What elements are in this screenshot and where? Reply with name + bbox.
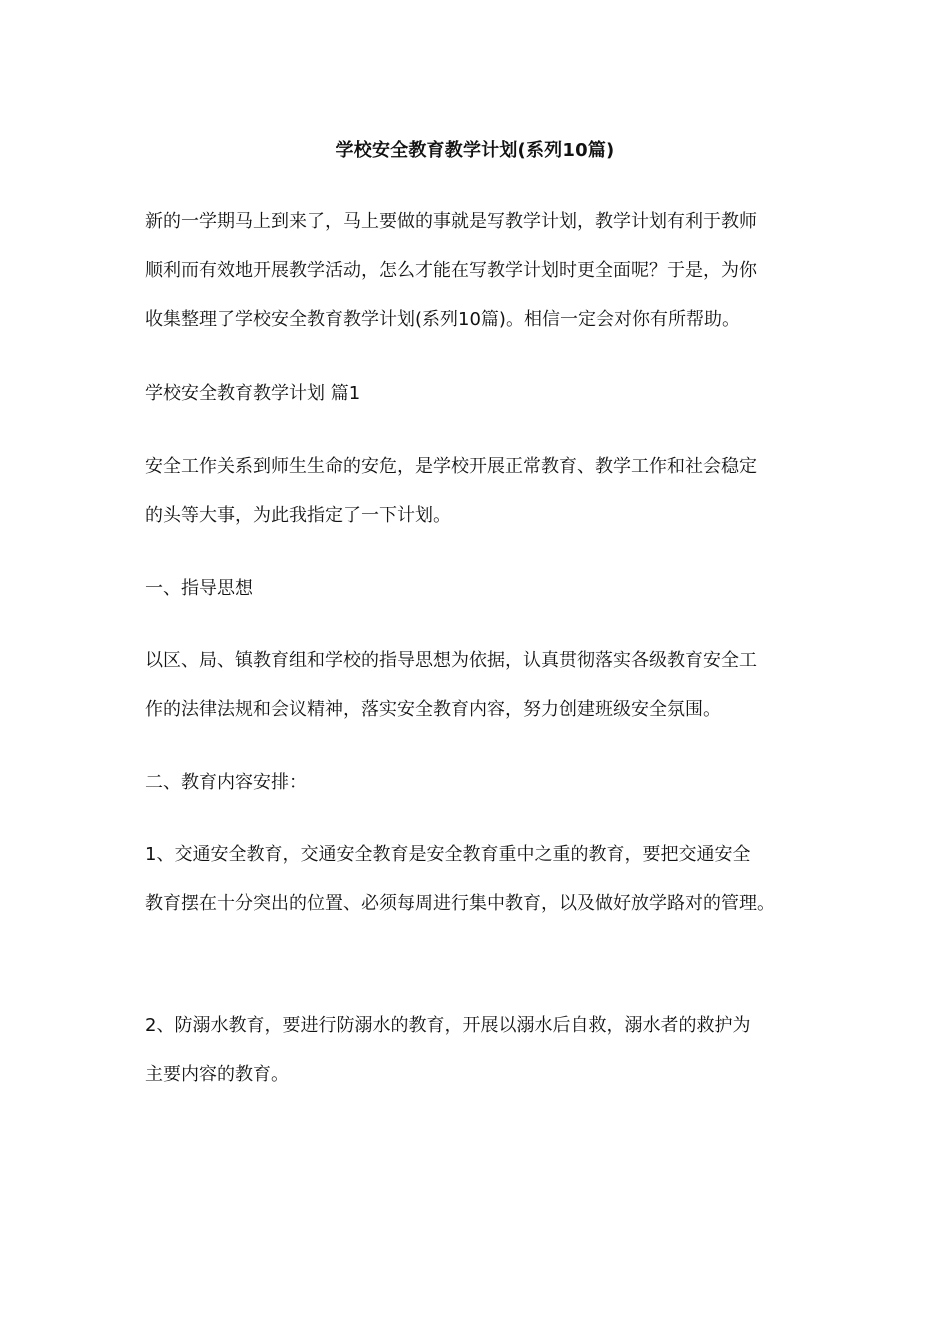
guiding-line: 作的法律法规和会议精神，落实安全教育内容，努力创建班级安全氛围。	[145, 699, 721, 720]
item-1-paragraph	[145, 830, 835, 928]
section-1-heading	[145, 564, 835, 613]
intro-paragraph	[145, 197, 835, 344]
item-2-paragraph	[145, 1001, 835, 1099]
document-title: 学校安全教育教学计划(系列10篇)	[335, 140, 615, 161]
section-2-heading-text: 二、教育内容安排：	[145, 772, 307, 793]
item-1-line: 教育摆在十分突出的位置、必须每周进行集中教育，以及做好放学路对的管理。	[145, 893, 775, 914]
section-1-heading-text: 一、指导思想	[145, 578, 253, 599]
safety-line: 的头等大事，为此我指定了一下计划。	[145, 505, 451, 526]
guiding-paragraph	[145, 636, 835, 734]
chapter-heading	[145, 369, 835, 418]
guiding-line: 以区、局、镇教育组和学校的指导思想为依据，认真贯彻落实各级教育安全工	[145, 650, 757, 671]
intro-line: 新的一学期马上到来了，马上要做的事就是写教学计划，教学计划有利于教师	[145, 211, 757, 232]
safety-line: 安全工作关系到师生生命的安危，是学校开展正常教育、教学工作和社会稳定	[145, 456, 757, 477]
safety-paragraph	[145, 442, 835, 540]
intro-line: 收集整理了学校安全教育教学计划(系列10篇)。相信一定会对你有所帮助。	[145, 309, 740, 330]
intro-line: 顺利而有效地开展教学活动，怎么才能在写教学计划时更全面呢？于是，为你	[145, 260, 757, 281]
item-2-line: 主要内容的教育。	[145, 1064, 289, 1085]
item-2-line: 2、防溺水教育，要进行防溺水的教育，开展以溺水后自救，溺水者的救护为	[145, 1015, 751, 1036]
item-1-line: 1、交通安全教育，交通安全教育是安全教育重中之重的教育，要把交通安全	[145, 844, 751, 865]
chapter-heading-text: 学校安全教育教学计划 篇1	[145, 383, 361, 404]
section-2-heading	[145, 758, 835, 807]
